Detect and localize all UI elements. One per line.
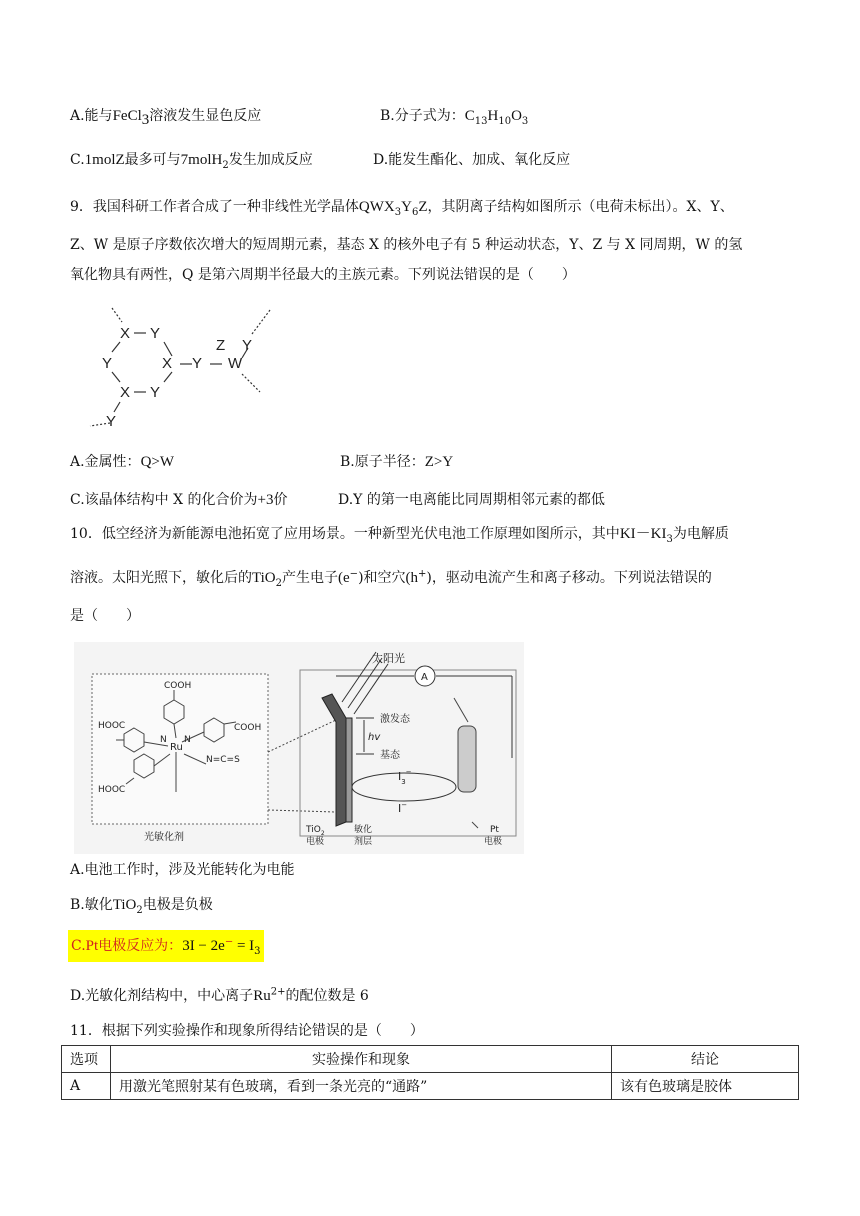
atom-label: Y <box>192 355 203 372</box>
atom-label: Y <box>150 325 161 342</box>
atom-label: Y <box>242 337 253 354</box>
table-header-conclusion: 结论 <box>612 1046 799 1073</box>
q10-option-c-highlighted: C.Pt电极反应为：$3I - 2e^- = I_3$ <box>68 930 264 962</box>
sensitizer-label-cooh-right: COOH <box>234 723 262 733</box>
tio2-electrode-label-2: 电极 <box>306 837 325 847</box>
atom-label: W <box>228 355 243 372</box>
q9-option-b: B.原子半径：Z>Y <box>340 454 454 470</box>
hv-label: hv <box>368 732 381 743</box>
q10-option-d: D.光敏化剂结构中，中心离子$Ru^{2+}$的配位数是 6 <box>70 986 369 1004</box>
q8-option-a: A.能与FeCl$_3$溶液发生显色反应 <box>70 108 262 128</box>
ammeter-label: A <box>421 672 428 683</box>
q9-option-d: D.Y 的第一电离能比同周期相邻元素的都低 <box>338 492 605 508</box>
ru-center-label: Ru <box>170 742 183 753</box>
q10-stem-line-2: 溶液。太阳光照下，敏化后的TiO$_2$产生电子(e−)和空穴(h+)，驱动电流产生和离子移动。下列说法错误的 <box>70 568 712 589</box>
q9-option-a: A.金属性：Q>W <box>70 454 175 470</box>
q9-option-c: C.该晶体结构中 X 的化合价为+3价 <box>70 492 288 508</box>
table-header-operation: 实验操作和现象 <box>111 1046 612 1073</box>
q10-stem-line-3: 是（ ） <box>70 608 140 624</box>
q8-option-c: C.1molZ最多可与7molH$_2$发生加成反应 <box>70 152 313 171</box>
q11-table <box>61 1045 799 1100</box>
sensitizer-layer-label-2: 剂层 <box>354 837 373 847</box>
table-cell-conclusion: 该有色玻璃是胶体 <box>612 1073 799 1100</box>
atom-label: X <box>162 355 173 372</box>
sensitizer-label-hooc-bottom: HOOC <box>98 785 126 795</box>
q10-option-b: B.敏化TiO$_2$电极是负极 <box>70 897 213 916</box>
q8-option-b: B.分子式为：$C_{13}H_{10}O_3$ <box>380 108 529 127</box>
q11-stem: 11．根据下列实验操作和现象所得结论错误的是（ ） <box>70 1023 424 1039</box>
excited-state-label: 激发态 <box>380 714 410 725</box>
tio2-electrode-label: TiO$_2$ <box>306 825 325 837</box>
atom-label: Y <box>106 413 117 430</box>
atom-label: Y <box>102 355 113 372</box>
pt-electrode-label-2: 电极 <box>484 837 503 847</box>
atom-label: Z <box>216 337 226 354</box>
sensitizer-label-hooc-top: HOOC <box>98 721 126 731</box>
sensitizer-caption: 光敏化剂 <box>144 832 184 843</box>
q8-option-d: D.能发生酯化、加成、氧化反应 <box>373 152 571 168</box>
q10-stem-line-1: 10．低空经济为新能源电池拓宽了应用场景。一种新型光伏电池工作原理如图所示，其中$KI-KI_3$为电解质 <box>70 526 729 545</box>
sensitizer-label-ncs: N=C=S <box>206 755 240 765</box>
sunlight-label: 太阳光 <box>372 652 405 665</box>
sensitizer-label-n: N <box>160 735 167 745</box>
i-minus-label: I− <box>398 801 408 815</box>
q9-stem-line-3: 氧化物具有两性，Q 是第六周期半径最大的主族元素。下列说法错误的是（ ） <box>70 267 576 283</box>
i3-minus-label: $I_3^-$ <box>398 768 412 786</box>
sensitizer-label-n: N <box>184 735 191 745</box>
atom-label: Y <box>150 384 161 401</box>
table-cell-option: A <box>62 1073 111 1100</box>
sensitizer-label-cooh-top: COOH <box>164 681 192 691</box>
q10-option-a: A.电池工作时，涉及光能转化为电能 <box>70 862 295 878</box>
ground-state-label: 基态 <box>380 750 400 761</box>
atom-label: X <box>120 384 131 401</box>
table-row <box>62 1073 799 1100</box>
table-header-row <box>62 1046 799 1073</box>
atom-label: X <box>120 325 131 342</box>
q9-stem-line-1: 9．我国科研工作者合成了一种非线性光学晶体$QWX_3Y_6Z$，其阴离子结构如图所示（电荷未标出）。X、Y、 <box>70 199 734 218</box>
q9-anion-structure-figure <box>82 300 282 430</box>
table-cell-operation: 用激光笔照射某有色玻璃，看到一条光亮的“通路” <box>111 1073 612 1100</box>
q10-photovoltaic-cell-figure <box>74 642 524 854</box>
table-header-option: 选项 <box>62 1046 111 1073</box>
q9-stem-line-2: Z、W 是原子序数依次增大的短周期元素，基态 X 的核外电子有 5 种运动状态，Y、Z 与 X 同周期，W 的氢 <box>70 237 743 253</box>
sensitizer-layer-label: 敏化 <box>354 825 373 835</box>
pt-electrode-label: Pt <box>490 825 499 835</box>
